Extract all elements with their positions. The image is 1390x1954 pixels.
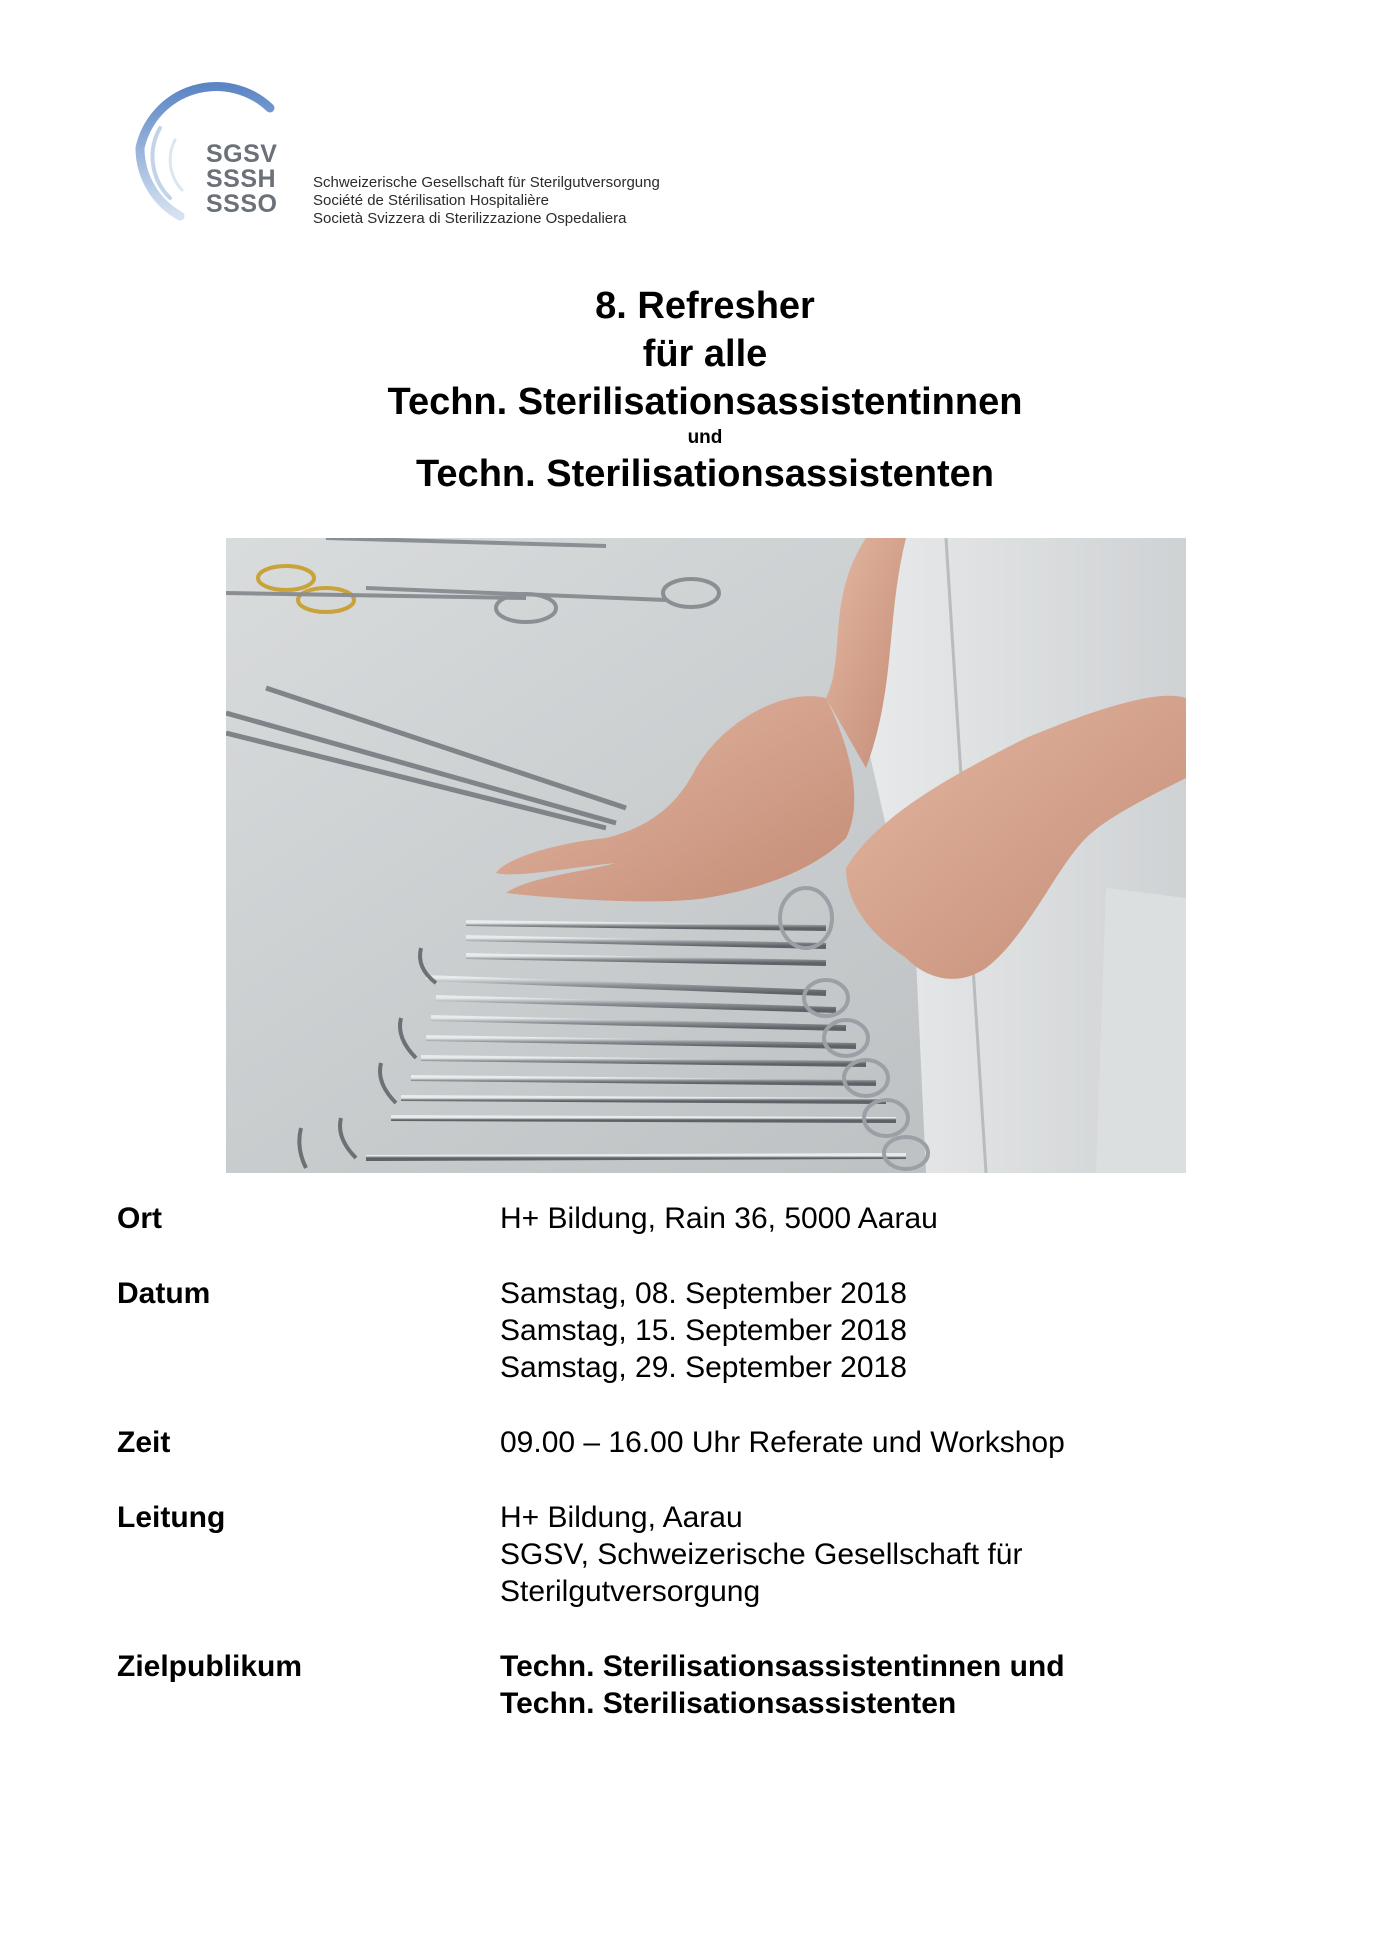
org-name-de: Schweizerische Gesellschaft für Sterilgutversorgung (313, 174, 660, 191)
date-2: Samstag, 15. September 2018 (500, 1314, 907, 1347)
leitung-line-1: H+ Bildung, Aarau (500, 1501, 743, 1534)
label-leitung: Leitung (117, 1501, 226, 1534)
title-line-1: 8. Refresher (595, 285, 815, 327)
title-connector: und (687, 427, 723, 448)
org-name-it: Società Svizzera di Sterilizzazione Ospedaliera (313, 210, 627, 227)
row-datum (117, 1275, 1297, 1386)
value-datum (500, 1275, 1297, 1386)
row-leitung (117, 1499, 1297, 1610)
value-leitung (500, 1499, 1297, 1610)
title-line-2: für alle (642, 333, 768, 375)
date-3: Samstag, 29. September 2018 (500, 1351, 907, 1384)
logo-line-sssh: SSSH (206, 165, 277, 193)
org-name-fr: Société de Stérilisation Hospitalière (313, 192, 549, 209)
page-title (10, 282, 1390, 498)
sgsv-logo (120, 68, 280, 228)
event-info (117, 1200, 1297, 1760)
value-zeit: 09.00 – 16.00 Uhr Referate und Workshop (500, 1426, 1065, 1459)
label-zeit: Zeit (117, 1426, 171, 1459)
title-line-4: Techn. Sterilisationsassistenten (416, 453, 994, 495)
row-zielpublikum (117, 1648, 1297, 1722)
surgical-instruments-photo (226, 538, 1186, 1173)
label-ort: Ort (117, 1202, 162, 1235)
leitung-line-3: Sterilgutversorgung (500, 1575, 761, 1608)
label-zielpublikum: Zielpublikum (117, 1650, 303, 1683)
row-ort (117, 1200, 1297, 1237)
row-zeit (117, 1424, 1297, 1461)
zielpublikum-line-2: Techn. Sterilisationsassistenten (500, 1687, 957, 1720)
date-1: Samstag, 08. September 2018 (500, 1277, 907, 1310)
logo-line-sgsv: SGSV (206, 140, 278, 168)
leitung-line-2: SGSV, Schweizerische Gesellschaft für (500, 1538, 1023, 1571)
logo-line-ssso: SSSO (206, 190, 278, 218)
instruments-photo-icon (226, 538, 1186, 1173)
label-datum: Datum (117, 1277, 211, 1310)
zielpublikum-line-1: Techn. Sterilisationsassistentinnen und (500, 1650, 1065, 1683)
title-line-3: Techn. Sterilisationsassistentinnen (387, 381, 1023, 423)
value-ort: H+ Bildung, Rain 36, 5000 Aarau (500, 1202, 938, 1235)
value-zielpublikum (500, 1648, 1297, 1722)
logo-text (206, 142, 277, 217)
organization-names (313, 174, 660, 228)
